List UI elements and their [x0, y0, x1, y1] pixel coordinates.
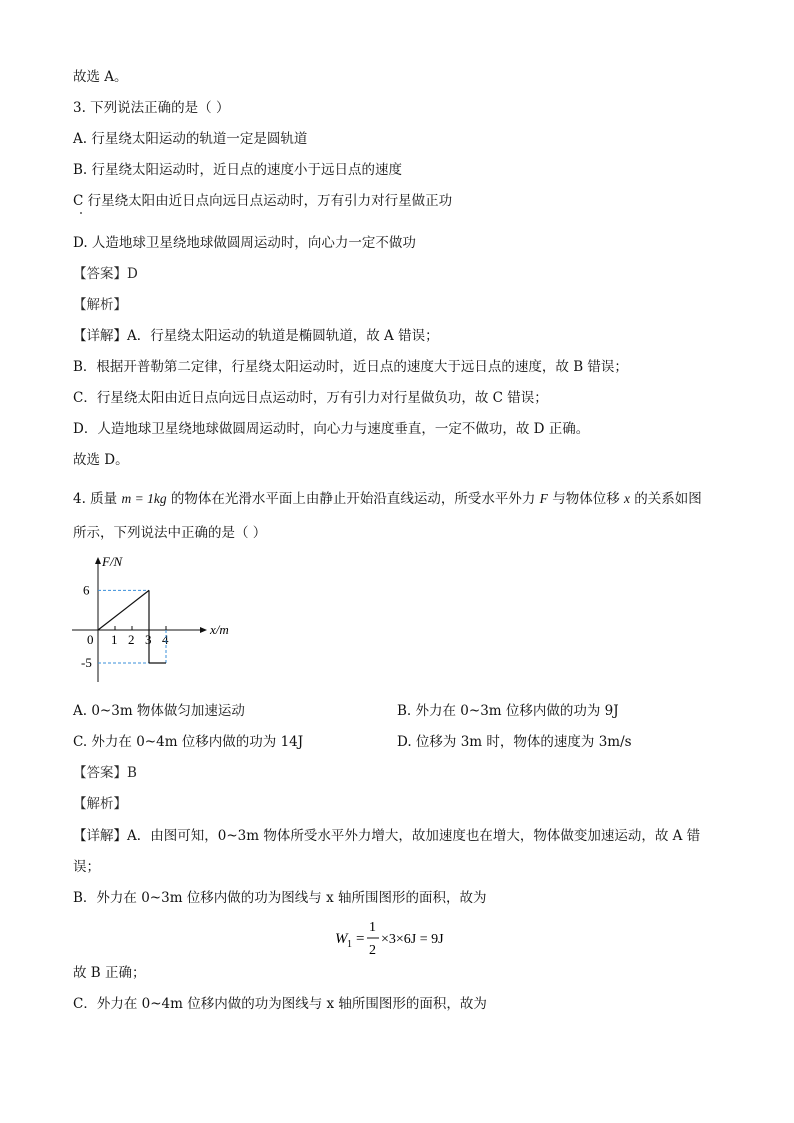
- force-displacement-graph: [72, 552, 242, 682]
- explanation-line: 【详解】A．行星绕太阳运动的轨道是椭圆轨道，故 A 错误；: [73, 328, 439, 344]
- question-4-option-a: A. 0~3m 物体做匀加速运动: [73, 703, 245, 719]
- x-tick-label: 0: [87, 632, 94, 647]
- y-axis-label: F/N: [102, 554, 123, 569]
- explanation-line: B．外力在 0~3m 位移内做的功为图线与 x 轴所围图形的面积，故为: [73, 890, 487, 906]
- question-4-option-b: B. 外力在 0~3m 位移内做的功为 9J: [397, 703, 619, 719]
- question-3-option-d: D. 人造地球卫星绕地球做圆周运动时，向心力一定不做功: [73, 235, 416, 251]
- analysis-label: 【解析】: [73, 297, 127, 313]
- explanation-line: B．根据开普勒第二定律，行星绕太阳运动时，近日点的速度大于远日点的速度，故 B 错误；: [73, 359, 628, 375]
- question-4-option-c: C. 外力在 0~4m 位移内做的功为 14J: [73, 734, 304, 750]
- x-tick-label: 4: [162, 632, 169, 647]
- formula-rhs: ×3×6J = 9J: [381, 932, 444, 947]
- math-displacement: x: [624, 491, 631, 506]
- formula-symbol: W: [335, 931, 348, 947]
- x-tick-label: 2: [128, 632, 135, 647]
- formula-denominator: 2: [369, 943, 376, 958]
- formula-equals: =: [356, 931, 365, 947]
- question-4-stem-cont: 所示，下列说法中正确的是（ ）: [73, 525, 267, 541]
- explanation-line: 【详解】A．由图可知，0~3m 物体所受水平外力增大，故加速度也在增大，物体做变加速运动，故 A 错: [73, 828, 701, 844]
- text-run: 4. 质量: [73, 491, 122, 507]
- explanation-line: D．人造地球卫星绕地球做圆周运动时，向心力与速度垂直，一定不做功，故 D 正确。: [73, 421, 590, 437]
- x-tick-label: 1: [111, 632, 118, 647]
- text-line: 故选 A。: [73, 69, 128, 85]
- text-run: 的关系如图: [630, 491, 702, 507]
- formula-numerator: 1: [369, 920, 376, 935]
- question-4-option-d: D. 位移为 3m 时，物体的速度为 3m/s: [397, 734, 632, 750]
- x-tick-label: 3: [145, 632, 152, 647]
- question-3-option-b: B. 行星绕太阳运动时，近日点的速度小于远日点的速度: [73, 162, 403, 178]
- text-run: 的物体在光滑水平面上由静止开始沿直线运动，所受水平外力: [166, 491, 540, 507]
- answer-label: 【答案】D: [73, 266, 138, 282]
- explanation-line: C．行星绕太阳由近日点向远日点运动时，万有引力对行星做负功，故 C 错误；: [73, 390, 548, 406]
- explanation-line: 误；: [73, 859, 100, 875]
- question-3-option-c: C 行星绕太阳由近日点向远日点运动时，万有引力对行星做正功: [73, 193, 453, 209]
- question-3-option-a: A. 行星绕太阳运动的轨道一定是圆轨道: [73, 131, 308, 147]
- data-segment: [98, 590, 149, 630]
- text-line: 故 B 正确；: [73, 965, 146, 981]
- analysis-label: 【解析】: [73, 796, 127, 812]
- math-force: F: [539, 491, 548, 506]
- text-run: 与物体位移: [547, 491, 625, 507]
- question-3-stem: 3. 下列说法正确的是（ ）: [73, 100, 230, 116]
- answer-label: 【答案】B: [73, 765, 137, 781]
- y-tick-label: 6: [83, 582, 90, 598]
- y-tick-label: -5: [81, 655, 92, 670]
- work-formula: [333, 914, 473, 960]
- formula-subscript: 1: [347, 939, 352, 950]
- explanation-line: C．外力在 0~4m 位移内做的功为图线与 x 轴所围图形的面积，故为: [73, 996, 487, 1012]
- x-axis-label: x/m: [210, 622, 229, 637]
- math-mass: m = 1kg: [121, 491, 167, 506]
- stray-dot: [80, 212, 82, 214]
- question-4-stem: [73, 489, 702, 509]
- text-line: 故选 D。: [73, 452, 129, 468]
